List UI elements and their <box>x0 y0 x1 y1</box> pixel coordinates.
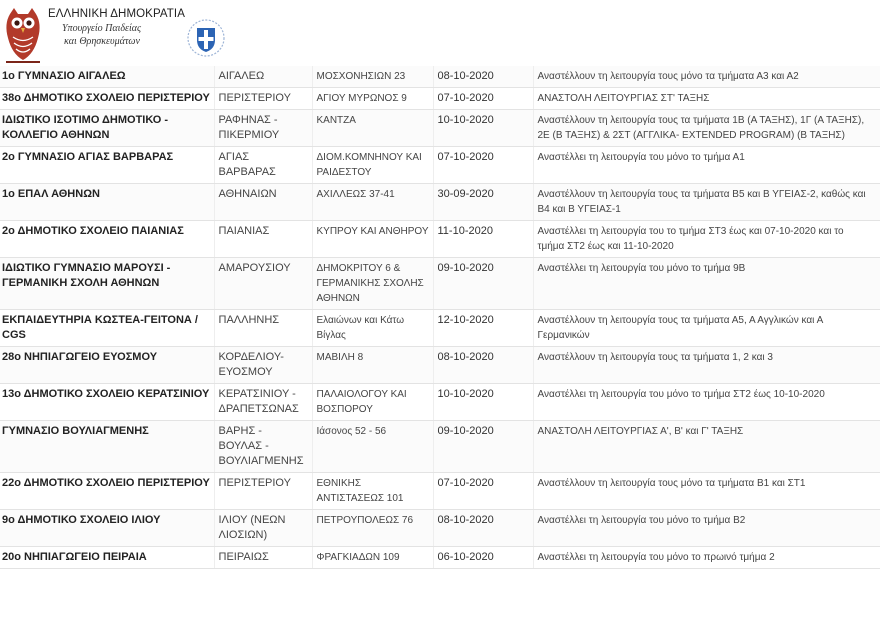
date-cell: 08-10-2020 <box>433 66 533 88</box>
table-row <box>0 221 880 258</box>
date-cell: 06-10-2020 <box>433 547 533 569</box>
address-cell: ΜΑΒΙΛΗ 8 <box>312 347 433 384</box>
table-row <box>0 473 880 510</box>
date-cell: 08-10-2020 <box>433 347 533 384</box>
school-name-cell: ΓΥΜΝΑΣΙΟ ΒΟΥΛΙΑΓΜΕΝΗΣ <box>0 421 214 473</box>
school-name-cell: ΕΚΠΑΙΔΕΥΤΗΡΙΑ ΚΩΣΤΕΑ-ΓΕΙΤΟΝΑ / CGS <box>0 310 214 347</box>
school-name-cell: 28ο ΝΗΠΙΑΓΩΓΕΙΟ ΕΥΟΣΜΟΥ <box>0 347 214 384</box>
date-cell: 10-10-2020 <box>433 384 533 421</box>
table-row <box>0 310 880 347</box>
note-cell: Αναστέλλει τη λειτουργία του μόνο το τμήμα Α1 <box>533 147 880 184</box>
area-cell: ΚΕΡΑΤΣΙΝΙΟΥ - ΔΡΑΠΕΤΣΩΝΑΣ <box>214 384 312 421</box>
area-cell: ΚΟΡΔΕΛΙΟΥ-ΕΥΟΣΜΟΥ <box>214 347 312 384</box>
area-cell: ΑΓΙΑΣ ΒΑΡΒΑΡΑΣ <box>214 147 312 184</box>
address-cell: ΠΑΛΑΙΟΛΟΓΟΥ ΚΑΙ ΒΟΣΠΟΡΟΥ <box>312 384 433 421</box>
address-cell: ΦΡΑΓΚΙΑΔΩΝ 109 <box>312 547 433 569</box>
area-cell: ΒΑΡΗΣ - ΒΟΥΛΑΣ - ΒΟΥΛΙΑΓΜΕΝΗΣ <box>214 421 312 473</box>
date-cell: 30-09-2020 <box>433 184 533 221</box>
table-row <box>0 110 880 147</box>
address-cell: ΑΧΙΛΛΕΩΣ 37-41 <box>312 184 433 221</box>
date-cell: 08-10-2020 <box>433 510 533 547</box>
note-cell: Αναστέλλουν τη λειτουργία τους τα τμήματα 1Β (Α ΤΑΞΗΣ), 1Γ (Α ΤΑΞΗΣ), 2Ε (Β ΤΑΞΗΣ) & 2ΣΤ (ΑΓΓΛΙΚΑ- EXTENDED PROGRAM) (Β ΤΑΞΗΣ) <box>533 110 880 147</box>
school-name-cell: 1ο ΓΥΜΝΑΣΙΟ ΑΙΓΑΛΕΩ <box>0 66 214 88</box>
table-row <box>0 547 880 569</box>
school-closures-table <box>0 66 880 569</box>
area-cell: ΑΘΗΝΑΙΩΝ <box>214 184 312 221</box>
note-cell: Αναστέλλουν τη λειτουργία τους μόνο τα τμήματα Β1 και ΣΤ1 <box>533 473 880 510</box>
ministry-name-line1: Υπουργείο Παιδείας <box>62 23 142 34</box>
owl-logo-icon <box>2 4 44 64</box>
school-name-cell: 1ο ΕΠΑΛ ΑΘΗΝΩΝ <box>0 184 214 221</box>
address-cell: ΠΕΤΡΟΥΠΟΛΕΩΣ 76 <box>312 510 433 547</box>
area-cell: ΑΙΓΑΛΕΩ <box>214 66 312 88</box>
date-cell: 09-10-2020 <box>433 258 533 310</box>
school-name-cell: ΙΔΙΩΤΙΚΟ ΙΣΟΤΙΜΟ ΔΗΜΟΤΙΚΟ - ΚΟΛΛΕΓΙΟ ΑΘΗΝΩΝ <box>0 110 214 147</box>
table-row <box>0 258 880 310</box>
address-cell: ΑΓΙΟΥ ΜΥΡΩΝΟΣ 9 <box>312 88 433 110</box>
note-cell: Αναστέλλει τη λειτουργία του μόνο το τμήμα ΣΤ2 έως 10-10-2020 <box>533 384 880 421</box>
area-cell: ΠΑΛΛΗΝΗΣ <box>214 310 312 347</box>
address-cell: ΔΙΟΜ.ΚΟΜΝΗΝΟΥ ΚΑΙ ΡΑΙΔΕΣΤΟΥ <box>312 147 433 184</box>
address-cell: Ελαιώνων και Κάτω Βίγλας <box>312 310 433 347</box>
note-cell: ΑΝΑΣΤΟΛΗ ΛΕΙΤΟΥΡΓΙΑΣ Α', Β' και Γ' ΤΑΞΗΣ <box>533 421 880 473</box>
area-cell: ΙΛΙΟΥ (ΝΕΩΝ ΛΙΟΣΙΩΝ) <box>214 510 312 547</box>
table-row <box>0 421 880 473</box>
school-name-cell: ΙΔΙΩΤΙΚΟ ΓΥΜΝΑΣΙΟ ΜΑΡΟΥΣΙ - ΓΕΡΜΑΝΙΚΗ ΣΧΟΛΗ ΑΘΗΝΩΝ <box>0 258 214 310</box>
address-cell: ΔΗΜΟΚΡΙΤΟΥ 6 & ΓΕΡΜΑΝΙΚΗΣ ΣΧΟΛΗΣ ΑΘΗΝΩΝ <box>312 258 433 310</box>
table-row <box>0 66 880 88</box>
area-cell: ΠΕΡΙΣΤΕΡΙΟΥ <box>214 473 312 510</box>
address-cell: ΚΥΠΡΟΥ ΚΑΙ ΑΝΘΗΡΟΥ <box>312 221 433 258</box>
school-name-cell: 22ο ΔΗΜΟΤΙΚΟ ΣΧΟΛΕΙΟ ΠΕΡΙΣΤΕΡΙΟΥ <box>0 473 214 510</box>
school-name-cell: 9ο ΔΗΜΟΤΙΚΟ ΣΧΟΛΕΙΟ ΙΛΙΟΥ <box>0 510 214 547</box>
note-cell: Αναστέλλει τη λειτουργία του μόνο το τμήμα Β2 <box>533 510 880 547</box>
address-cell: ΜΟΣΧΟΝΗΣΙΩΝ 23 <box>312 66 433 88</box>
address-cell: ΚΑΝΤΖΑ <box>312 110 433 147</box>
date-cell: 11-10-2020 <box>433 221 533 258</box>
note-cell: Αναστέλλουν τη λειτουργία τους τα τμήματα Β5 και Β ΥΓΕΙΑΣ-2, καθώς και Β4 και Β ΥΓΕΙΑΣ-1 <box>533 184 880 221</box>
ministry-name-line2: και Θρησκευμάτων <box>64 36 140 47</box>
note-cell: Αναστέλλουν τη λειτουργία τους τα τμήματα Α5, Α Αγγλικών και Α Γερμανικών <box>533 310 880 347</box>
school-name-cell: 38ο ΔΗΜΟΤΙΚΟ ΣΧΟΛΕΙΟ ΠΕΡΙΣΤΕΡΙΟΥ <box>0 88 214 110</box>
school-name-cell: 20ο ΝΗΠΙΑΓΩΓΕΙΟ ΠΕΙΡΑΙΑ <box>0 547 214 569</box>
table-row <box>0 384 880 421</box>
area-cell: ΠΕΙΡΑΙΩΣ <box>214 547 312 569</box>
table-row <box>0 88 880 110</box>
table-row <box>0 347 880 384</box>
note-cell: Αναστέλλει τη λειτουργία του μόνο το πρωινό τμήμα 2 <box>533 547 880 569</box>
date-cell: 09-10-2020 <box>433 421 533 473</box>
date-cell: 12-10-2020 <box>433 310 533 347</box>
date-cell: 07-10-2020 <box>433 88 533 110</box>
school-name-cell: 13ο ΔΗΜΟΤΙΚΟ ΣΧΟΛΕΙΟ ΚΕΡΑΤΣΙΝΙΟΥ <box>0 384 214 421</box>
date-cell: 07-10-2020 <box>433 147 533 184</box>
area-cell: ΡΑΦΗΝΑΣ - ΠΙΚΕΡΜΙΟΥ <box>214 110 312 147</box>
address-cell: ΕΘΝΙΚΗΣ ΑΝΤΙΣΤΑΣΕΩΣ 101 <box>312 473 433 510</box>
area-cell: ΠΑΙΑΝΙΑΣ <box>214 221 312 258</box>
note-cell: Αναστέλλει τη λειτουργία του μόνο το τμήμα 9Β <box>533 258 880 310</box>
note-cell: Αναστέλλει τη λειτουργία του το τμήμα ΣΤ3 έως και 07-10-2020 και το τμήμα ΣΤ2 έως και 11-10-2020 <box>533 221 880 258</box>
table-row <box>0 147 880 184</box>
table-row <box>0 510 880 547</box>
note-cell: Αναστέλλουν τη λειτουργία τους μόνο τα τμήματα Α3 και Α2 <box>533 66 880 88</box>
gov-title: ΕΛΛΗΝΙΚΗ ΔΗΜΟΚΡΑΤΙΑ <box>48 8 185 20</box>
note-cell: Αναστέλλουν τη λειτουργία τους τα τμήματα 1, 2 και 3 <box>533 347 880 384</box>
note-cell: ΑΝΑΣΤΟΛΗ ΛΕΙΤΟΥΡΓΙΑΣ ΣΤ' ΤΑΞΗΣ <box>533 88 880 110</box>
school-name-cell: 2ο ΔΗΜΟΤΙΚΟ ΣΧΟΛΕΙΟ ΠΑΙΑΝΙΑΣ <box>0 221 214 258</box>
greek-emblem-icon <box>186 18 226 58</box>
date-cell: 10-10-2020 <box>433 110 533 147</box>
school-name-cell: 2ο ΓΥΜΝΑΣΙΟ ΑΓΙΑΣ ΒΑΡΒΑΡΑΣ <box>0 147 214 184</box>
area-cell: ΠΕΡΙΣΤΕΡΙΟΥ <box>214 88 312 110</box>
area-cell: ΑΜΑΡΟΥΣΙΟΥ <box>214 258 312 310</box>
address-cell: Ιάσονος 52 - 56 <box>312 421 433 473</box>
table-row <box>0 184 880 221</box>
ministry-header <box>0 0 880 66</box>
date-cell: 07-10-2020 <box>433 473 533 510</box>
